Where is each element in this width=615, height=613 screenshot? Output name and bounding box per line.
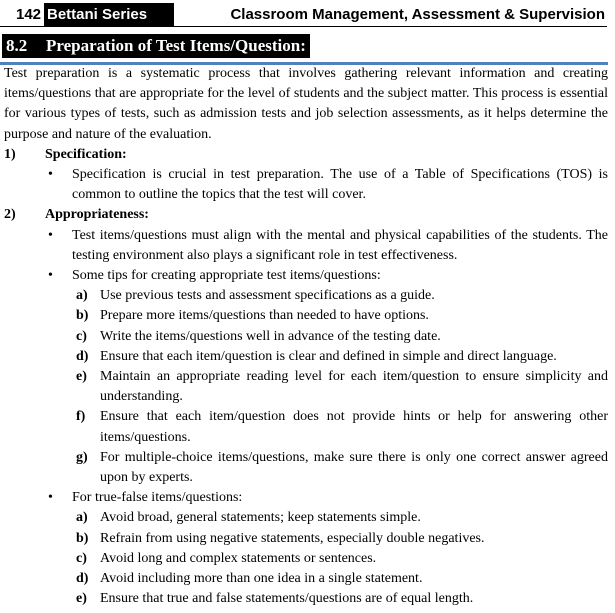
true-false-item xyxy=(0,508,608,528)
bullet-item xyxy=(0,488,608,508)
tip-text: Ensure that each item/question is clear and defined in simple and direct language. xyxy=(100,348,557,364)
tip-label: c) xyxy=(76,328,87,344)
page-number: 142 xyxy=(16,6,42,23)
tip-text: Use previous tests and assessment specifications as a guide. xyxy=(100,288,435,304)
tip-item xyxy=(0,286,608,306)
tip-label: g) xyxy=(76,449,88,465)
book-title: Classroom Management, Assessment & Supervision xyxy=(230,6,605,23)
tip-text: For multiple-choice items/questions, make sure there is only one correct answer agreed upon by experts. xyxy=(100,449,608,486)
tip-text: Write the items/questions well in advance of the testing date. xyxy=(100,328,441,344)
bullet-icon: • xyxy=(48,227,53,243)
bullet-item xyxy=(0,165,608,205)
tip-label: d) xyxy=(76,571,89,587)
point-number: 2) xyxy=(4,207,16,223)
tip-text: Avoid including more than one idea in a single statement. xyxy=(100,571,423,587)
tip-label: b) xyxy=(76,530,89,546)
bullet-text: Specification is crucial in test preparation. The use of a Table of Specifications (TOS) is common to outline the topics that the test will cover. xyxy=(72,167,608,203)
true-false-item xyxy=(0,529,608,549)
tip-label: e) xyxy=(76,369,87,385)
tip-label: f) xyxy=(76,409,86,425)
header-rule xyxy=(0,26,607,27)
document-body xyxy=(0,64,608,609)
bullet-text: For true-false items/questions: xyxy=(72,490,243,506)
tip-item xyxy=(0,367,608,407)
tip-label: a) xyxy=(76,510,88,526)
bullet-item xyxy=(0,226,608,266)
tip-text: Avoid broad, general statements; keep statements simple. xyxy=(100,510,421,526)
point-number: 1) xyxy=(4,146,16,162)
tip-text: Refrain from using negative statements, especially double negatives. xyxy=(100,530,485,546)
bullet-icon: • xyxy=(48,268,53,284)
tip-text: Ensure that each item/question does not provide hints or help for answering other items/questions. xyxy=(100,409,608,445)
section-number: 8.2 xyxy=(6,36,28,55)
section-title: Preparation of Test Items/Question: xyxy=(46,36,306,55)
page-header xyxy=(0,0,615,27)
tip-text: Prepare more items/questions than needed to have options. xyxy=(100,308,429,324)
true-false-item xyxy=(0,589,608,609)
true-false-item xyxy=(0,549,608,569)
section-heading xyxy=(2,34,310,58)
tip-label: b) xyxy=(76,308,89,324)
tip-label: e) xyxy=(76,591,87,607)
bullet-text: Test items/questions must align with the mental and physical capabilities of the students. The testing environment also plays a significant role in test effectiveness. xyxy=(72,227,608,263)
tip-item xyxy=(0,347,608,367)
point-appropriateness xyxy=(0,205,608,225)
tip-item xyxy=(0,448,608,488)
tip-text: Avoid long and complex statements or sentences. xyxy=(100,550,377,566)
point-specification xyxy=(0,145,608,165)
tip-item xyxy=(0,327,608,347)
bullet-text: Some tips for creating appropriate test items/questions: xyxy=(72,268,381,284)
tip-item xyxy=(0,407,608,447)
series-label: Bettani Series xyxy=(44,3,174,26)
bullet-icon: • xyxy=(48,167,53,183)
point-title: Specification: xyxy=(45,146,127,162)
true-false-item xyxy=(0,569,608,589)
tip-label: a) xyxy=(76,288,88,304)
tip-label: c) xyxy=(76,550,87,566)
bullet-icon: • xyxy=(48,490,53,506)
point-title: Appropriateness: xyxy=(45,207,149,223)
intro-paragraph: Test preparation is a systematic process that involves gathering relevant information and creating items/questions that are appropriate for the level of students and the subject matter. This process is essential for various types of tests, such as admission tests and job selection assessments, as it helps determine the purpose and nature of the evaluation. xyxy=(4,66,608,142)
tip-text: Ensure that true and false statements/questions are of equal length. xyxy=(100,591,474,607)
tip-text: Maintain an appropriate reading level for each item/question to ensure simplicity and understanding. xyxy=(100,369,608,405)
tip-label: d) xyxy=(76,348,89,364)
tip-item xyxy=(0,306,608,326)
bullet-item xyxy=(0,266,608,286)
